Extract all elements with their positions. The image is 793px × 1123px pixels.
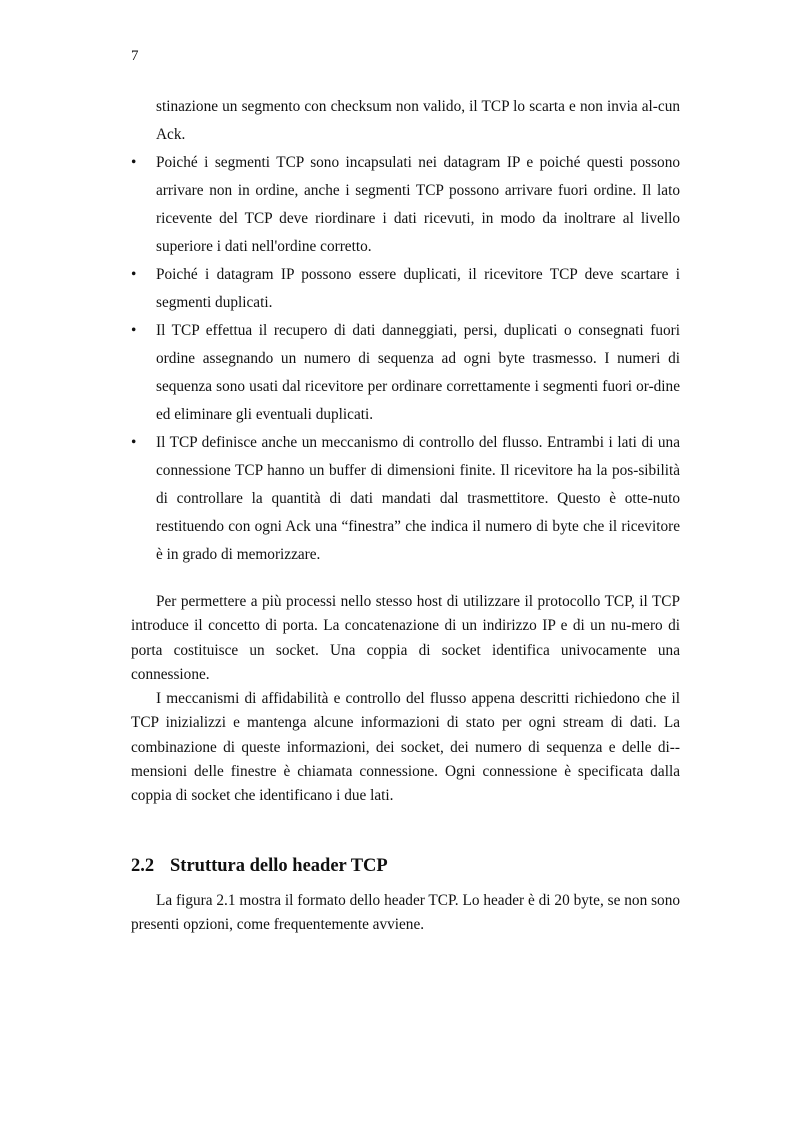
bullet-list (131, 149, 680, 569)
section-title: Struttura dello header TCP (170, 856, 388, 876)
list-item (131, 149, 680, 261)
list-item-text: Il TCP effettua il recupero di dati danneggiati, persi, duplicati o consegnati fuori ordine assegnando un numero di sequenza ad ogni byte trasmesso. I numeri di sequenza sono usati dal ricevitore per ordinare correttamente i segmenti fuori or-dine ed eliminare gli eventuali duplicati. (156, 322, 680, 423)
paragraph: La figura 2.1 mostra il formato dello header TCP. Lo header è di 20 byte, se non sono presenti opzioni, come frequentemente avviene. (131, 892, 680, 934)
section-number: 2.2 (131, 856, 155, 876)
list-item-text: Poiché i datagram IP possono essere duplicati, il ricevitore TCP deve scartare i segmenti duplicati. (156, 266, 680, 311)
list-item (131, 317, 680, 429)
bullet-icon: • (131, 322, 137, 339)
list-item-text: Il TCP definisce anche un meccanismo di controllo del flusso. Entrambi i lati di una connessione TCP hanno un buffer di dimensioni finite. Il ricevitore ha la pos-sibilità di controllare la quantità di dati mandati dal trasmettitore. Questo è otte-nuto restituendo con ogni Ack una “finestra” che indica il numero di byte che il ricevitore è in grado di memorizzare. (156, 434, 680, 563)
section-heading (131, 854, 388, 878)
continuation-text: stinazione un segmento con checksum non valido, il TCP lo scarta e non invia al-cun Ack. (156, 98, 680, 143)
bullet-icon: • (131, 266, 137, 283)
list-item-text: Poiché i segmenti TCP sono incapsulati nei datagram IP e poiché questi possono arrivare non in ordine, anche i segmenti TCP possono arrivare fuori ordine. Il lato ricevente del TCP deve riordinare i dati ricevuti, in modo da inoltrare al livello superiore i dati nell'ordine corretto. (156, 154, 680, 255)
paragraph: Per permettere a più processi nello stesso host di utilizzare il protocollo TCP, il TCP introduce il concetto di porta. La concatenazione di un indirizzo IP e di un nu-mero di porta costituisce un socket. Una coppia di socket identifica univocamente una connessione. (131, 593, 680, 683)
paragraph: I meccanismi di affidabilità e controllo del flusso appena descritti richiedono che il TCP inizializzi e mantenga alcune informazioni di stato per ogni stream di dati. La combinazione di queste informazioni, dei socket, dei numero di sequenza e delle di-mensioni delle finestre è chiamata connessione. Ogni connessione è specificata dalla coppia di socket che identificano i due lati. (131, 690, 680, 805)
bullet-icon: • (131, 154, 137, 171)
bullet-icon: • (131, 434, 137, 451)
list-item (131, 261, 680, 317)
list-item (131, 429, 680, 569)
page-number: 7 (131, 48, 139, 64)
